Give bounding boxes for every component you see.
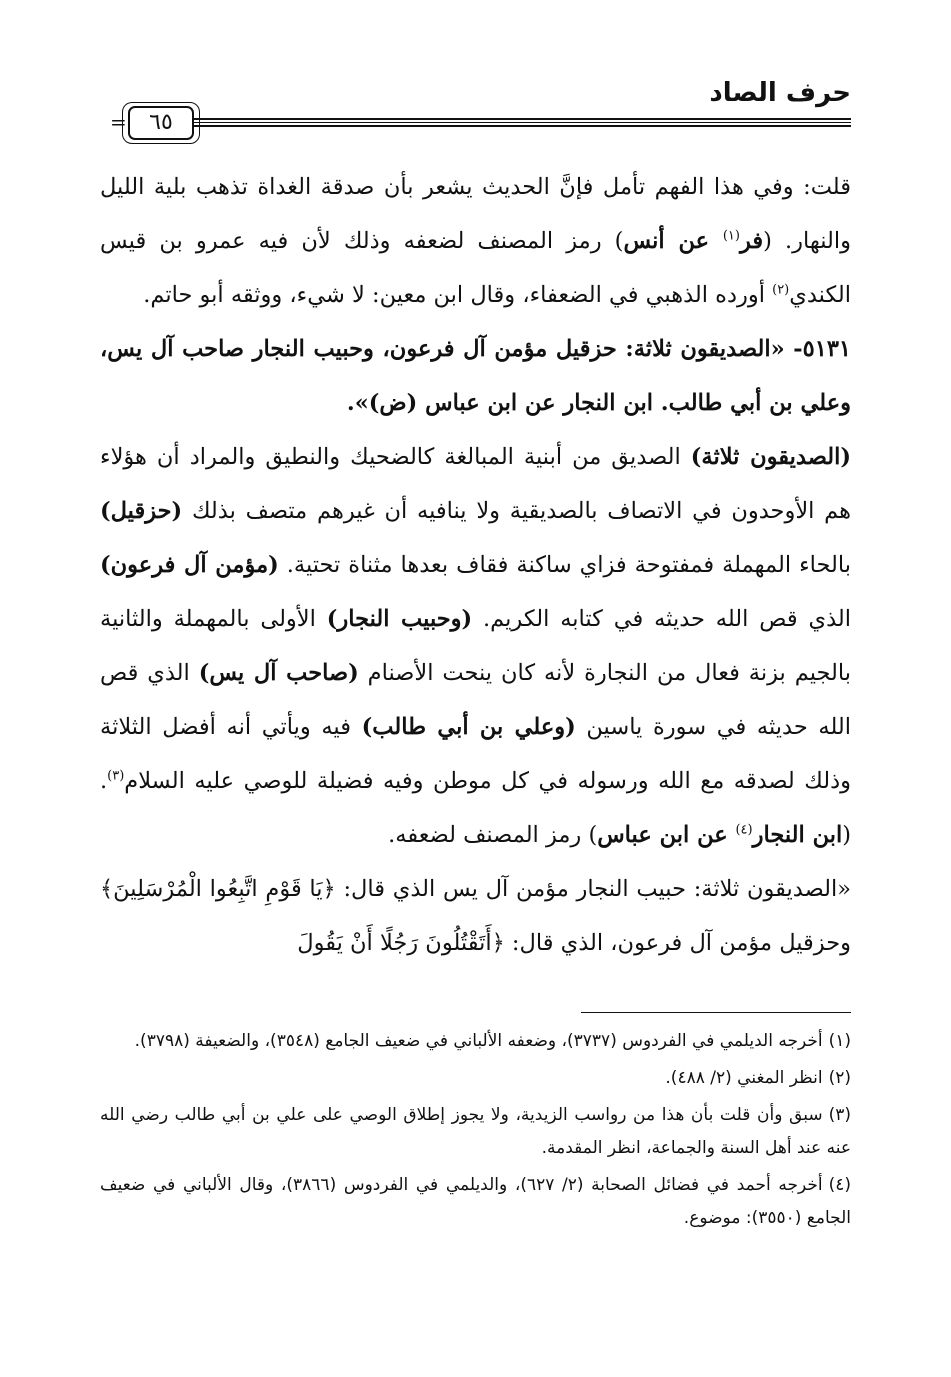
header-mark: = [110,110,127,134]
footnotes [100,1025,851,1239]
footnote-item: (٤)أخرجه أحمد في فضائل الصحابة (٢/ ٦٢٧)، والديلمي في الفردوس (٣٨٦٦)، وقال الألباني في ضعيف الجامع (٣٥٥٠): موضوع. [100,1175,851,1228]
main-text [100,160,851,970]
paragraph-commentary: قلت: وفي هذا الفهم تأمل فإنَّ الحديث يشعر بأن صدقة الغداة تذهب بلية الليل والنهار. (فر$^{(١)}$ عن أنس) رمز المصنف لضعفه وذلك لأن فيه عمرو بن قيس الكندي$^{(٢)}$ أورده الذهبي في الضعفاء، وقال ابن معين: لا شيء، ووثقه أبو حاتم. [100,174,852,308]
hadith-text: «الصديقون ثلاثة: حزقيل مؤمن آل فرعون، وحبيب النجار صاحب آل يس، وعلي بن أبي طالب. ابن النجار عن ابن عباس (ض)». [100,336,851,416]
running-title: حرف الصاد [709,78,851,108]
footnote-ref-2: (٢) [772,282,790,298]
footnote-ref-1: (١) [722,228,740,244]
footnote-item: (٣)سبق وأن قلت بأن هذا من رواسب الزيدية، ولا يجوز إطلاق الوصي على علي بن أبي طالب رضي الله عنه عند أهل السنة والجماعة، انظر المقدمة. [100,1105,851,1158]
header-rule-line [192,118,851,120]
page-number: ٦٥ [128,106,194,140]
footnote-separator [581,1012,851,1013]
header-rule-line [192,122,851,123]
footnote-item: (٢)انظر المغني (٢/ ٤٨٨). [665,1068,851,1088]
footnote-item: (١)أخرجه الديلمي في الفردوس (٣٧٣٧)، وضعفه الألباني في ضعيف الجامع (٣٥٤٨)، والضعيفة (٣٧٩٨). [134,1031,851,1051]
paragraph-explanation: (الصديقون ثلاثة) الصديق من أبنية المبالغة كالضحيك والنطيق والمراد أن هؤلاء هم الأوحدون في الاتصاف بالصديقية ولا ينافيه أن غيرهم متصف بذلك (حزقيل) بالحاء المهملة فمفتوحة فزاي ساكنة فقاف بعدها مثناة تحتية. (مؤمن آل فرعون) الذي قص الله حديثه في كتابه الكريم. (وحبيب النجار) الأولى بالمهملة والثانية بالجيم بزنة فعال من النجارة لأنه كان ينحت الأصنام (صاحب آل يس) الذي قص الله حديثه في سورة ياسين (وعلي بن أبي طالب) فيه ويأتي أنه أفضل الثلاثة وذلك لصدقه مع الله ورسوله في كل موطن وفيه فضيلة للوصي عليه السلام$^{(٣)}$. (ابن النجار$^{(٤)}$ عن ابن عباس) رمز المصنف لضعفه. [100,444,852,848]
hadith-number: ٥١٣١- [784,336,851,362]
footnote-ref-4: (٤) [735,822,753,838]
header-rule-line [192,125,851,127]
hadith-entry [100,322,851,430]
paragraph-quote: «الصديقون ثلاثة: حبيب النجار مؤمن آل يس الذي قال: ﴿يَا قَوْمِ اتَّبِعُوا الْمُرْسَلِينَ﴾ وحزقيل مؤمن آل فرعون، الذي قال: ﴿أَتَقْتُلُونَ رَجُلًا أَنْ يَقُولَ [100,876,851,956]
page-header [100,70,851,140]
footnote-ref-3: (٣) [107,768,125,784]
header-rule [100,112,851,134]
